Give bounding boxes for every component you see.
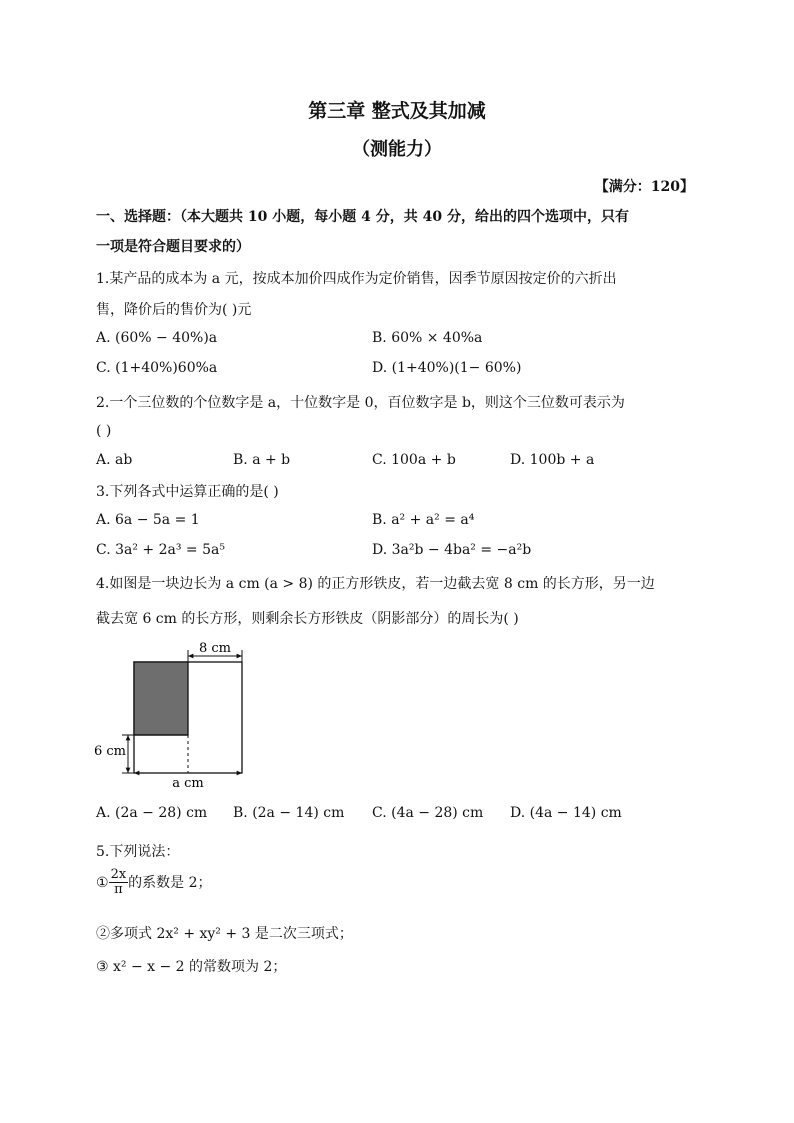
- q5-stem: 5.下列说法：: [96, 844, 180, 860]
- q5-statement-3: ③ x² − x − 2 的常数项为 2；: [96, 959, 287, 975]
- q4-option-a: A. (2a − 28) cm: [96, 805, 208, 821]
- fraction-numerator: 2x: [110, 867, 127, 882]
- q2-option-c: C. 100a + b: [372, 452, 456, 468]
- q5-statement-1: [96, 868, 212, 898]
- q4-figure: [90, 636, 260, 792]
- page-subtitle: （测能力）: [352, 139, 442, 160]
- fraction-denominator: π: [114, 882, 123, 898]
- q1-stem-line2: 售，降价后的售价为( )元: [96, 302, 252, 318]
- q1-stem-line1: 1.某产品的成本为 a 元，按成本加价四成作为定价销售，因季节原因按定价的六折出: [96, 271, 617, 287]
- q4-option-c: C. (4a − 28) cm: [372, 805, 484, 821]
- q1-option-b: B. 60% × 40%a: [372, 330, 483, 346]
- q5-statement-2: ②多项式 2x² + xy² + 3 是二次三项式；: [96, 926, 353, 942]
- statement-1-text: 的系数是 2；: [128, 874, 212, 891]
- q1-option-c: C. (1+40%)60%a: [96, 360, 218, 376]
- q2-option-b: B. a + b: [233, 452, 291, 468]
- q4-option-d: D. (4a − 14) cm: [510, 805, 622, 821]
- q2-stem-line2: ( ): [96, 423, 112, 439]
- q1-option-a: A. (60% − 40%)a: [96, 330, 218, 346]
- shaded-rectangle: [134, 662, 188, 735]
- q2-option-a: A. ab: [96, 452, 133, 468]
- q3-option-a: A. 6a − 5a = 1: [96, 512, 200, 528]
- label-8cm: 8 cm: [198, 641, 232, 656]
- full-score-label: 【满分：120】: [594, 179, 694, 195]
- q3-stem: 3.下列各式中运算正确的是( ): [96, 484, 279, 500]
- q4-stem-line1: 4.如图是一块边长为 a cm (a > 8) 的正方形铁皮，若一边截去宽 8 cm 的长方形，另一边: [96, 576, 655, 592]
- q3-option-b: B. a² + a² = a⁴: [372, 512, 475, 528]
- q2-stem-line1: 2.一个三位数的个位数字是 a，十位数字是 0，百位数字是 b，则这个三位数可表示为: [96, 395, 625, 411]
- label-6cm: 6 cm: [94, 744, 127, 759]
- fraction-2x-over-pi: [109, 868, 129, 898]
- q3-option-c: C. 3a² + 2a³ = 5a⁵: [96, 542, 225, 558]
- q1-option-d: D. (1+40%)(1− 60%): [372, 360, 522, 376]
- q4-stem-line2: 截去宽 6 cm 的长方形，则剩余长方形铁皮（阴影部分）的周长为( ): [96, 611, 519, 627]
- circled-number-1: ①: [96, 874, 109, 891]
- section-heading-line2: 一项是符合题目要求的）: [96, 239, 250, 255]
- q2-option-d: D. 100b + a: [510, 452, 595, 468]
- section-heading-line1: 一、选择题：（本大题共 10 小题，每小题 4 分，共 40 分，给出的四个选项中，只有: [96, 209, 629, 225]
- label-a-cm: a cm: [172, 776, 204, 791]
- page-title: 第三章 整式及其加减: [308, 100, 486, 122]
- q3-option-d: D. 3a²b − 4ba² = −a²b: [372, 542, 532, 558]
- q4-option-b: B. (2a − 14) cm: [233, 805, 345, 821]
